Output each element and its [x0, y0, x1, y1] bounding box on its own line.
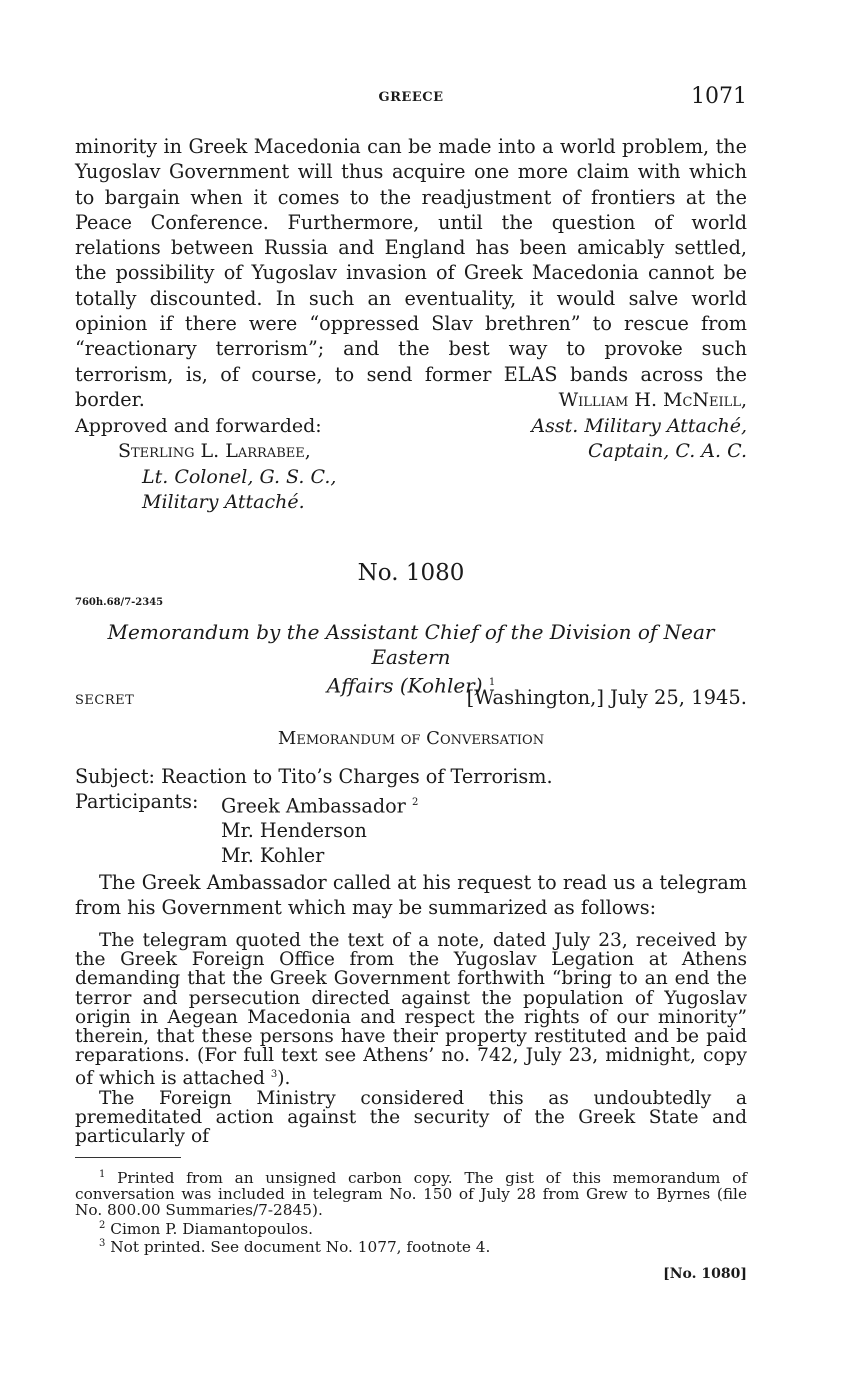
approved-forwarded-label: Approved and forwarded: [75, 415, 322, 437]
signature-rank-mcneill: Captain, C. A. C. [587, 440, 747, 462]
footnote-mark: 3 [99, 1238, 106, 1249]
classification-label: SECRET [75, 693, 135, 708]
dateline: [Washington,] July 25, 1945. [466, 686, 747, 709]
footnote-ref-3: 3 [270, 1069, 278, 1081]
paragraph-2: The Greek Ambassador called at his request to read us a telegram from his Government which may be summarized as follows: [75, 871, 747, 920]
signature-name-mcneill: William H. McNeill, [558, 389, 747, 411]
participant-item: Mr. Henderson [221, 819, 367, 843]
footer-document-number: [No. 1080] [663, 1266, 747, 1282]
document-page [75, 0, 747, 1380]
paragraph-3-text: The telegram quoted the text of a note, dated July 23, received by the Greek Foreign Office from the Yugoslav Legation at Athens demanding that the Greek Government forthwith “bring to an end the terror and persecution directed against the population of Yugoslav origin in Aegean Macedonia and respect the rights of our minority” therein, that these persons have their property restituted and be paid reparations. (For full text see Athens’ no. 742, July 23, midnight, copy of which is attached [75, 930, 747, 1090]
memorandum-title-line-1: Memorandum by the Assistant Chief of the Division of Near Eastern [107, 620, 715, 669]
participant-item: Greek Ambassador [221, 794, 406, 818]
footnote-divider [75, 1157, 181, 1158]
footnote-text: Not printed. See document No. 1077, footnote 4. [110, 1238, 491, 1257]
document-number: No. 1080 [357, 560, 465, 586]
participant-item: Mr. Kohler [221, 844, 325, 868]
footnote-mark: 1 [99, 1169, 106, 1180]
signature-rank-larrabee: Lt. Colonel, G. S. C., [142, 466, 337, 488]
paragraph-1: minority in Greek Macedonia can be made into a world problem, the Yugoslav Government will thus acquire one more claim with which to bargain when it comes to the readjustment of frontiers at the Peace Conference. Furthermore, until the question of world relations between Russia and England has been amicably settled, the possibility of Yugoslav invasion of Greek Macedonia cannot be totally discounted. In such an eventuality, it would salve world opinion if there were “oppressed Slav brethren” to rescue from “reactionary terrorism”; and the best way to provoke such terrorism, is, of course, to send former ELAS bands across the border. [75, 135, 747, 411]
paragraph-4: The Foreign Ministry considered this as undoubtedly a premeditated action against the security of the Greek State and particularly of [75, 1087, 747, 1148]
page-number: 1071 [691, 84, 747, 109]
footnote-2 [75, 1218, 747, 1237]
footnote-text: Printed from an unsigned carbon copy. The gist of this memorandum of conversation was included in telegram No. 150 of July 28 from Grew to Byrnes (file No. 800.00 Summaries/7-2845). [75, 1169, 747, 1220]
participants-list [221, 790, 418, 868]
footnote-text: Cimon P. Diamantopoulos. [110, 1220, 313, 1239]
memorandum-heading: Memorandum of Conversation [277, 728, 545, 749]
signature-title-mcneill: Asst. Military Attaché, [531, 415, 747, 437]
paragraph-3 [75, 931, 747, 1146]
footnote-ref-1: 1 [488, 677, 496, 688]
signature-title-larrabee: Military Attaché. [142, 491, 305, 513]
footnote-1 [75, 1167, 747, 1218]
file-reference: 760h.68/7-2345 [75, 597, 164, 608]
footnote-ref-2: 2 [411, 797, 419, 808]
paragraph-3-end: ). [277, 1068, 291, 1090]
participants-label: Participants: [75, 790, 199, 813]
footnote-mark: 2 [99, 1220, 106, 1231]
footnote-3 [75, 1236, 747, 1255]
memorandum-title-line-2: Affairs (Kohler) [326, 673, 483, 698]
running-header-title: GREECE [378, 90, 444, 105]
subject-line: Subject: Reaction to Tito’s Charges of Terrorism. [75, 765, 553, 788]
signature-name-larrabee: Sterling L. Larrabee, [118, 440, 311, 462]
